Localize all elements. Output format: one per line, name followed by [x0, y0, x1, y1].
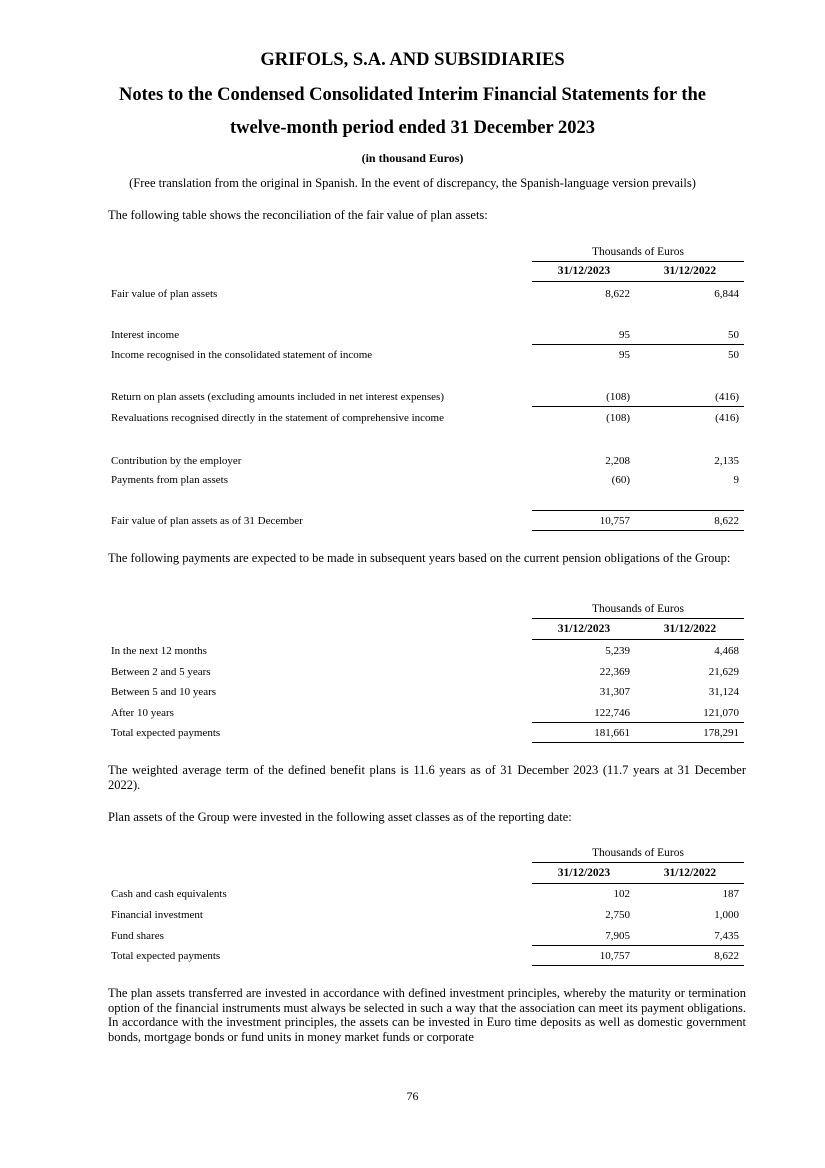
- total-rule: [532, 742, 744, 743]
- row-label: Between 5 and 10 years: [111, 686, 217, 698]
- column-header-2023: 31/12/2023: [557, 265, 611, 277]
- row-label: Between 2 and 5 years: [111, 666, 211, 678]
- document-title-line2: twelve-month period ended 31 December 2023: [230, 118, 595, 138]
- company-name: GRIFOLS, S.A. AND SUBSIDIARIES: [260, 50, 565, 70]
- header-rule: [532, 883, 744, 884]
- value-2023: 102: [613, 888, 630, 900]
- value-2022: 6,844: [714, 288, 739, 300]
- value-2023: 2,750: [605, 909, 630, 921]
- value-2022: 1,000: [714, 909, 739, 921]
- header-rule: [532, 862, 744, 863]
- document-title-line1: Notes to the Condensed Consolidated Interim Financial Statements for the: [118, 85, 706, 105]
- header-rule: [532, 639, 744, 640]
- value-2022: 9: [733, 474, 739, 486]
- column-header-2022: 31/12/2022: [663, 265, 717, 277]
- row-label: Total expected payments: [111, 727, 221, 739]
- translation-note: (Free translation from the original in Spanish. In the event of discrepancy, the Spanish-language version prevails): [129, 176, 696, 190]
- value-2023: 7,905: [605, 930, 630, 942]
- column-header-2023: 31/12/2023: [557, 623, 611, 635]
- table-group-header: Thousands of Euros: [592, 603, 684, 615]
- row-label: Revaluations recognised directly in the statement of comprehensive income: [111, 412, 444, 424]
- row-label: Fair value of plan assets: [111, 288, 218, 300]
- value-2022: 50: [728, 329, 739, 341]
- intro-asset-classes: Plan assets of the Group were invested in the following asset classes as of the reporting date:: [108, 810, 572, 824]
- row-label: Contribution by the employer: [111, 455, 242, 467]
- value-2023: 8,622: [605, 288, 630, 300]
- total-rule: [532, 530, 744, 531]
- value-2022: 4,468: [714, 645, 739, 657]
- value-2023: 95: [619, 349, 630, 361]
- value-2023: (108): [606, 412, 630, 424]
- value-2022: 2,135: [714, 455, 739, 467]
- header-rule: [532, 281, 744, 282]
- total-rule: [532, 965, 744, 966]
- units-note: (in thousand Euros): [361, 151, 464, 165]
- value-2023: 122,746: [594, 707, 630, 719]
- value-2022: 187: [722, 888, 739, 900]
- value-2023: 22,369: [599, 666, 630, 678]
- value-2023: 31,307: [599, 686, 630, 698]
- row-label: Interest income: [111, 329, 180, 341]
- value-2022: 31,124: [708, 686, 739, 698]
- table-group-header: Thousands of Euros: [592, 246, 684, 258]
- value-2023: 5,239: [605, 645, 630, 657]
- column-header-2022: 31/12/2022: [663, 623, 717, 635]
- row-label: Return on plan assets (excluding amounts included in net interest expenses): [111, 391, 444, 403]
- value-2022: (416): [715, 412, 739, 424]
- header-rule: [532, 261, 744, 262]
- value-2023: 10,757: [599, 515, 630, 527]
- value-2022: 50: [728, 349, 739, 361]
- total-rule: [532, 722, 744, 723]
- row-label: Cash and cash equivalents: [111, 888, 227, 900]
- value-2023: (108): [606, 391, 630, 403]
- row-label: Fair value of plan assets as of 31 December: [111, 515, 303, 527]
- value-2022: (416): [715, 391, 739, 403]
- value-2022: 21,629: [708, 666, 739, 678]
- value-2023: 181,661: [594, 727, 630, 739]
- column-header-2022: 31/12/2022: [663, 867, 717, 879]
- total-rule: [532, 945, 744, 946]
- weighted-term-paragraph: The weighted average term of the defined benefit plans is 11.6 years as of 31 December 2023 (11.7 years at 31 December 2022).: [108, 763, 746, 792]
- value-2023: 2,208: [605, 455, 630, 467]
- value-2022: 121,070: [703, 707, 739, 719]
- row-label: Financial investment: [111, 909, 203, 921]
- value-2023: 10,757: [599, 950, 630, 962]
- page-number: 76: [406, 1089, 419, 1103]
- value-2022: 7,435: [714, 930, 739, 942]
- subtotal-rule: [532, 344, 744, 345]
- subtotal-rule: [532, 406, 744, 407]
- total-rule: [532, 510, 744, 511]
- row-label: Total expected payments: [111, 950, 221, 962]
- column-header-2023: 31/12/2023: [557, 867, 611, 879]
- value-2022: 178,291: [703, 727, 739, 739]
- header-rule: [532, 618, 744, 619]
- row-label: Fund shares: [111, 930, 164, 942]
- intro-plan-assets: The following table shows the reconciliation of the fair value of plan assets:: [108, 208, 488, 222]
- row-label: Income recognised in the consolidated statement of income: [111, 349, 373, 361]
- value-2023: 95: [619, 329, 630, 341]
- value-2022: 8,622: [714, 950, 739, 962]
- closing-paragraph: The plan assets transferred are invested in accordance with defined investment principles, whereby the maturity or termination option of the financial instruments must always be selected in such a way that the association can meet its payment obligations. In accordance with the investment principles, the assets can be invested in Euro time deposits as well as domestic government bonds, mortgage bonds or fund units in money market funds or corporate: [108, 986, 746, 1044]
- value-2022: 8,622: [714, 515, 739, 527]
- table-group-header: Thousands of Euros: [592, 847, 684, 859]
- value-2023: (60): [611, 474, 630, 486]
- row-label: In the next 12 months: [111, 645, 207, 657]
- row-label: After 10 years: [111, 707, 174, 719]
- intro-payments: The following payments are expected to be made in subsequent years based on the current pension obligations of the Group:: [108, 551, 731, 565]
- row-label: Payments from plan assets: [111, 474, 229, 486]
